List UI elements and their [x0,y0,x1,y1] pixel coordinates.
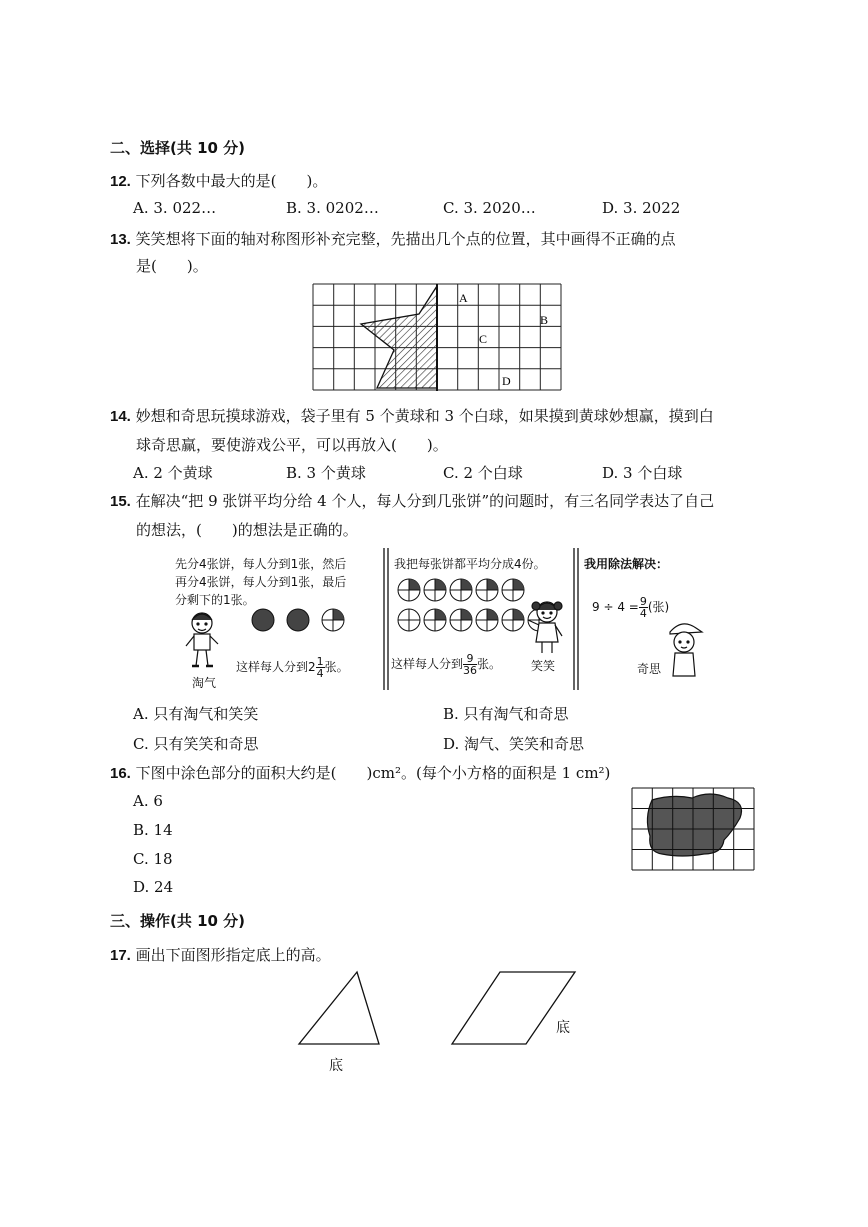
q14-option-b[interactable]: B. 3 个黄球 [286,464,366,482]
panel-taoqi-result [236,656,349,679]
q12-option-a[interactable]: A. 3. 022… [133,199,217,217]
q15-option-a[interactable]: A. 只有淘气和笑笑 [133,705,259,723]
equation-prefix: 9 ÷ 4 = [592,600,639,614]
q16-option-c[interactable]: C. 18 [133,850,173,868]
fraction-numerator: 1 [316,655,324,668]
question-number: 14. [110,408,131,425]
quartered-pie-icon [398,579,420,601]
q15-option-c[interactable]: C. 只有笑笑和奇思 [133,735,259,753]
fraction-numerator: 9 [639,595,647,608]
panel-qisi-text: 我用除法解决： [584,557,669,571]
question-number: 12. [110,173,131,190]
label-triangle-base: 底 [329,1058,343,1074]
question-15-line2: 的想法，( )的想法是正确的。 [136,521,358,539]
panel-taoqi-text [175,555,346,609]
point-label-a: A [459,291,468,305]
question-17 [110,944,331,965]
panel-line: 分剩下的1张。 [175,593,255,607]
q15-option-b[interactable]: B. 只有淘气和奇思 [443,705,569,723]
panel-line: 再分4张饼，每人分到1张，最后 [175,575,347,589]
area-grid-figure [632,788,756,872]
point-label-d: D [502,374,511,388]
quartered-pie-icon [450,579,472,601]
q14-option-c[interactable]: C. 2 个白球 [443,464,523,482]
panel-line: 先分4张饼，每人分到1张，然后 [175,557,347,571]
q14-option-d[interactable]: D. 3 个白球 [602,464,683,482]
q12-option-d[interactable]: D. 3. 2022 [602,199,681,217]
question-number: 16. [110,765,131,782]
triangle-shape [299,972,379,1044]
question-number: 15. [110,493,131,510]
question-text: 下图中涂色部分的面积大约是( )cm²。(每个小方格的面积是 1 cm²) [135,764,611,782]
q15-option-d[interactable]: D. 淘气、笑笑和奇思 [443,735,585,753]
equation-suffix: (张) [647,600,670,614]
question-text-line1: 在解决“把 9 张饼平均分给 4 个人，每人分到几张饼”的问题时，有三名同学表达了自己 [135,492,715,510]
question-number: 17. [110,947,131,964]
point-label-b: B [540,313,549,327]
quartered-pie-icon [424,609,446,631]
panel-xiaoxiao-result [391,653,501,676]
question-13-line2: 是( )。 [136,257,208,275]
question-text-line1: 妙想和奇思玩摸球游戏，袋子里有 5 个黄球和 3 个白球，如果摸到黄球妙想赢，摸到白 [135,407,714,425]
result-suffix: 张。 [324,660,349,674]
shaded-blob-shape [647,794,741,856]
question-14-line2: 球奇思赢，要使游戏公平，可以再放入( )。 [136,436,448,454]
question-16 [110,762,610,783]
quartered-pie-icon [398,609,420,631]
section-title-choice: 二、选择(共 10 分) [110,139,246,157]
fraction-numerator: 9 [463,653,477,665]
name-qisi: 奇思 [637,662,662,676]
result-suffix: 张。 [477,657,502,671]
quartered-pie-icon [450,609,472,631]
fraction [316,656,325,679]
quartered-pie-icon [476,609,498,631]
q16-option-a[interactable]: A. 6 [133,792,163,810]
q12-option-b[interactable]: B. 3. 0202… [286,199,379,217]
q16-option-b[interactable]: B. 14 [133,821,173,839]
result-prefix: 这样每人分到 [391,657,464,671]
question-text: 画出下面图形指定底上的高。 [135,946,331,964]
whole-pie-icon [252,609,274,631]
section-title-operation: 三、操作(共 10 分) [110,912,246,930]
name-xiaoxiao: 笑笑 [531,659,556,673]
girl-xiaoxiao-icon [522,598,572,658]
question-text: 下列各数中最大的是( )。 [135,172,328,190]
fraction [639,596,648,619]
fraction-denominator: 36 [463,664,478,677]
label-parallelogram-base: 底 [556,1020,570,1036]
q12-option-c[interactable]: C. 3. 2020… [443,199,536,217]
quartered-pie-icon [502,579,524,601]
fraction [463,653,477,676]
whole-pie-icon [287,609,309,631]
boy-taoqi-icon [186,613,218,666]
fraction-denominator: 4 [316,667,324,680]
panel-xiaoxiao-text: 我把每张饼都平均分成4份。 [394,557,546,571]
quartered-pie-icon [424,579,446,601]
question-text-line1: 笑笑想将下面的轴对称图形补充完整，先描出几个点的位置，其中画得不正确的点 [135,230,676,248]
question-number: 13. [110,231,131,248]
q14-option-a[interactable]: A. 2 个黄球 [133,464,213,482]
quartered-pie-icon [322,609,344,631]
shapes-figure [295,970,585,1050]
fraction-denominator: 4 [639,607,647,620]
point-label-c: C [479,332,488,346]
q16-option-d[interactable]: D. 24 [133,878,174,896]
panel-qisi-equation [592,596,669,619]
quartered-pie-icon [476,579,498,601]
quartered-pie-icon [502,609,524,631]
result-prefix: 这样每人分到2 [236,660,316,674]
name-taoqi: 淘气 [192,676,217,690]
boy-qisi-icon [662,618,710,680]
